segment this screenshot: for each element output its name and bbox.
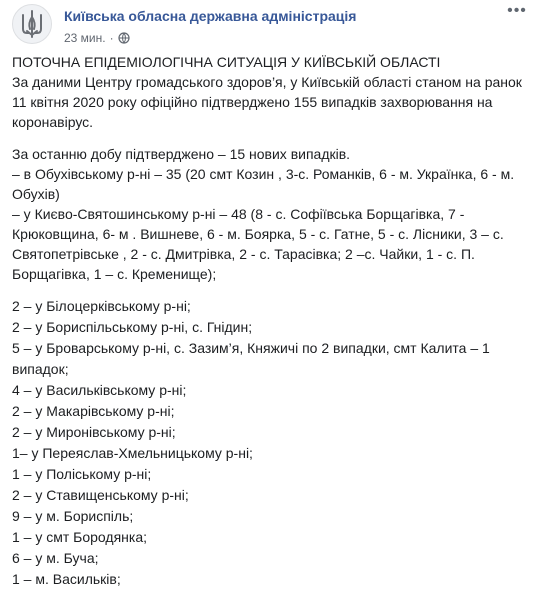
- summary-line: – в Обухівському р-ні – 35 (20 смт Козин , 3-с. Романків, 6 - м. Українка, 6 - м. Обухів): [12, 166, 515, 202]
- ukraine-trident-icon: [19, 9, 45, 39]
- post-timestamp[interactable]: 23 мин.: [64, 31, 106, 45]
- district-list: [12, 296, 535, 590]
- meta-separator: ·: [109, 31, 114, 45]
- district-line: 1 – м. Васильків;: [12, 571, 121, 587]
- district-line: 2 – у Макарівському р-ні;: [12, 403, 175, 419]
- district-line: 6 – у м. Буча;: [12, 550, 99, 566]
- district-line: 5 – у Броварському р-ні, с. Зазим’я, Княжичі по 2 випадки, смт Калита – 1 випадок;: [12, 340, 490, 377]
- summary-line: За останню добу підтверджено – 15 нових випадків.: [12, 146, 351, 162]
- page-avatar[interactable]: [12, 4, 52, 44]
- district-line: 1– у Переяслав-Хмельницькому р-ні;: [12, 445, 253, 461]
- district-line: 1 – у смт Бородянка;: [12, 529, 147, 545]
- district-line: 1 – у Поліському р-ні;: [12, 466, 152, 482]
- district-line: 2 – у Бориспільському р-ні, с. Гнідин;: [12, 319, 253, 335]
- post-header: [8, 0, 535, 52]
- district-line: 9 – у м. Бориспіль;: [12, 508, 134, 524]
- post-meta: [64, 31, 130, 45]
- post-intro: За даними Центру громадського здоров’я, у Київській області станом на ранок 11 квітня 2020 року офіційно підтверджено 155 випадків захворювання на коронавірус.: [12, 74, 522, 130]
- summary-block: [12, 144, 535, 284]
- more-options-icon[interactable]: •••: [507, 2, 527, 19]
- summary-line: – у Києво-Святошинському р-ні – 48 (8 - с. Софіївська Борщагівка, 7 - Крюковщина, 6- м . Вишневе, 6 - м. Боярка, 5 - с. Гатне, 5 - с. Лісники, 3 – с. Святопетрівське , 2 - с. Дмитрівка, 2 - с. Тарасівка; 2 –с. Чайки, 1 - с. П. Борщагівка, 1 – с. Кременище);: [12, 206, 504, 282]
- district-line: 4 – у Васильківському р-ні;: [12, 382, 187, 398]
- district-line: 2 – у Ставищенському р-ні;: [12, 487, 189, 503]
- post-content: [8, 52, 535, 590]
- post-title: ПОТОЧНА ЕПІДЕМІОЛОГІЧНА СИТУАЦІЯ У КИЇВСЬКІЙ ОБЛАСТІ: [12, 54, 441, 70]
- district-line: 2 – у Миронівському р-ні;: [12, 424, 176, 440]
- district-line: 2 – у Білоцерківському р-ні;: [12, 298, 191, 314]
- globe-icon[interactable]: [118, 32, 130, 44]
- page-name-link[interactable]: Київська обласна державна адміністрація: [64, 8, 357, 24]
